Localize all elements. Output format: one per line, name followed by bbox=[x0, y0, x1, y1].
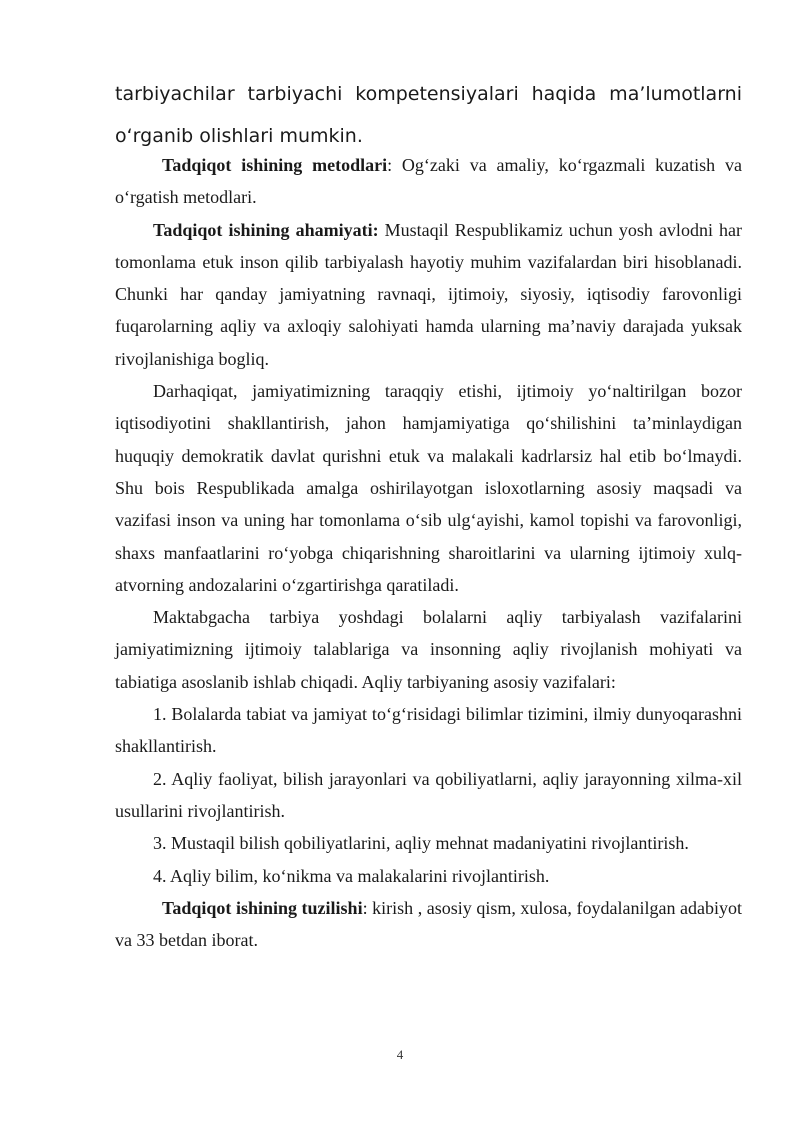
lead-text: tarbiyachilar tarbiyachi kompetensiyalari haqida ma’lumotlarni o‘rganib olishlari mumkin. bbox=[115, 83, 742, 147]
paragraph-maktabgacha: Maktabgacha tarbiya yoshdagi bolalarni aqliy tarbiyalash vazifalarini jamiyatimizning ijtimoiy talablariga va insonning aqliy rivojlanish mohiyati va tabiatiga asoslanib ishlab chiqadi. Aqliy tarbiyaning asosiy vazifalari: bbox=[115, 607, 742, 692]
list-item: 1. Bolalarda tabiat va jamiyat to‘g‘risidagi bilimlar tizimini, ilmiy dunyoqarashni shakllantirish. bbox=[115, 704, 742, 757]
structure-text: : kirish , asosiy qism, xulosa, foydalanilgan adabiyot va 33 betdan iborat. bbox=[115, 897, 743, 951]
methods-title: Tadqiqot ishining metodlari bbox=[162, 155, 388, 175]
lead-paragraph bbox=[115, 73, 742, 157]
list-item: 4. Aqliy bilim, ko‘nikma va malakalarini rivojlantirish. bbox=[153, 865, 550, 886]
structure-title: Tadqiqot ishining tuzilishi bbox=[162, 897, 363, 918]
methods-paragraph bbox=[115, 149, 742, 214]
page-number: 4 bbox=[396, 1047, 404, 1062]
list-item: 2. Aqliy faoliyat, bilish jarayonlari va qobiliyatlarni, aqliy jarayonning xilma-xil usullarini rivojlantirish. bbox=[115, 768, 742, 821]
importance-text: Mustaqil Respublikamiz uchun yosh avlodni har tomonlama etuk inson qilib tarbiyalash hayotiy muhim vazifalardan biri hisoblanadi. Chunki har qanday jamiyatning ravnaqi, ijtimoiy, siyosiy, iqtisodiy farovonligi fuqarolarning aqliy va axloqiy salohiyati hamda ularning ma’naviy darajada yuksak rivojlanishiga bogliq. bbox=[115, 219, 742, 369]
importance-paragraph bbox=[115, 214, 742, 375]
structure-paragraph bbox=[115, 892, 742, 957]
list-item: 3. Mustaqil bilish qobiliyatlarini, aqliy mehnat madaniyatini rivojlantirish. bbox=[153, 833, 689, 854]
methods-text: : Og‘zaki va amaliy, ko‘rgazmali kuzatish va o‘rgatish metodlari. bbox=[115, 155, 742, 208]
paragraph-darhaqiqat: Darhaqiqat, jamiyatimizning taraqqiy etishi, ijtimoiy yo‘naltirilgan bozor iqtisodiyotini shakllantirish, jahon hamjamiyatiga qo‘shilishini ta’minlaydigan huquqiy demokratik davlat qurishni etuk va malakali kadrlarsiz hal etib bo‘lmaydi. Shu bois Respublikada amalga oshirilayotgan isloxotlarning asosiy maqsadi va vazifasi inson va uning har tomonlama o‘sib ulg‘ayishi, kamol topishi va farovonligi, shaxs manfaatlarini ro‘yobga chiqarishning sharoitlarini va ularning ijtimoiy xulq- atvorning andozalarini o‘zgartirishga qaratiladi. bbox=[115, 381, 742, 595]
body-text bbox=[115, 149, 742, 956]
importance-title: Tadqiqot ishining ahamiyati: bbox=[153, 219, 379, 240]
